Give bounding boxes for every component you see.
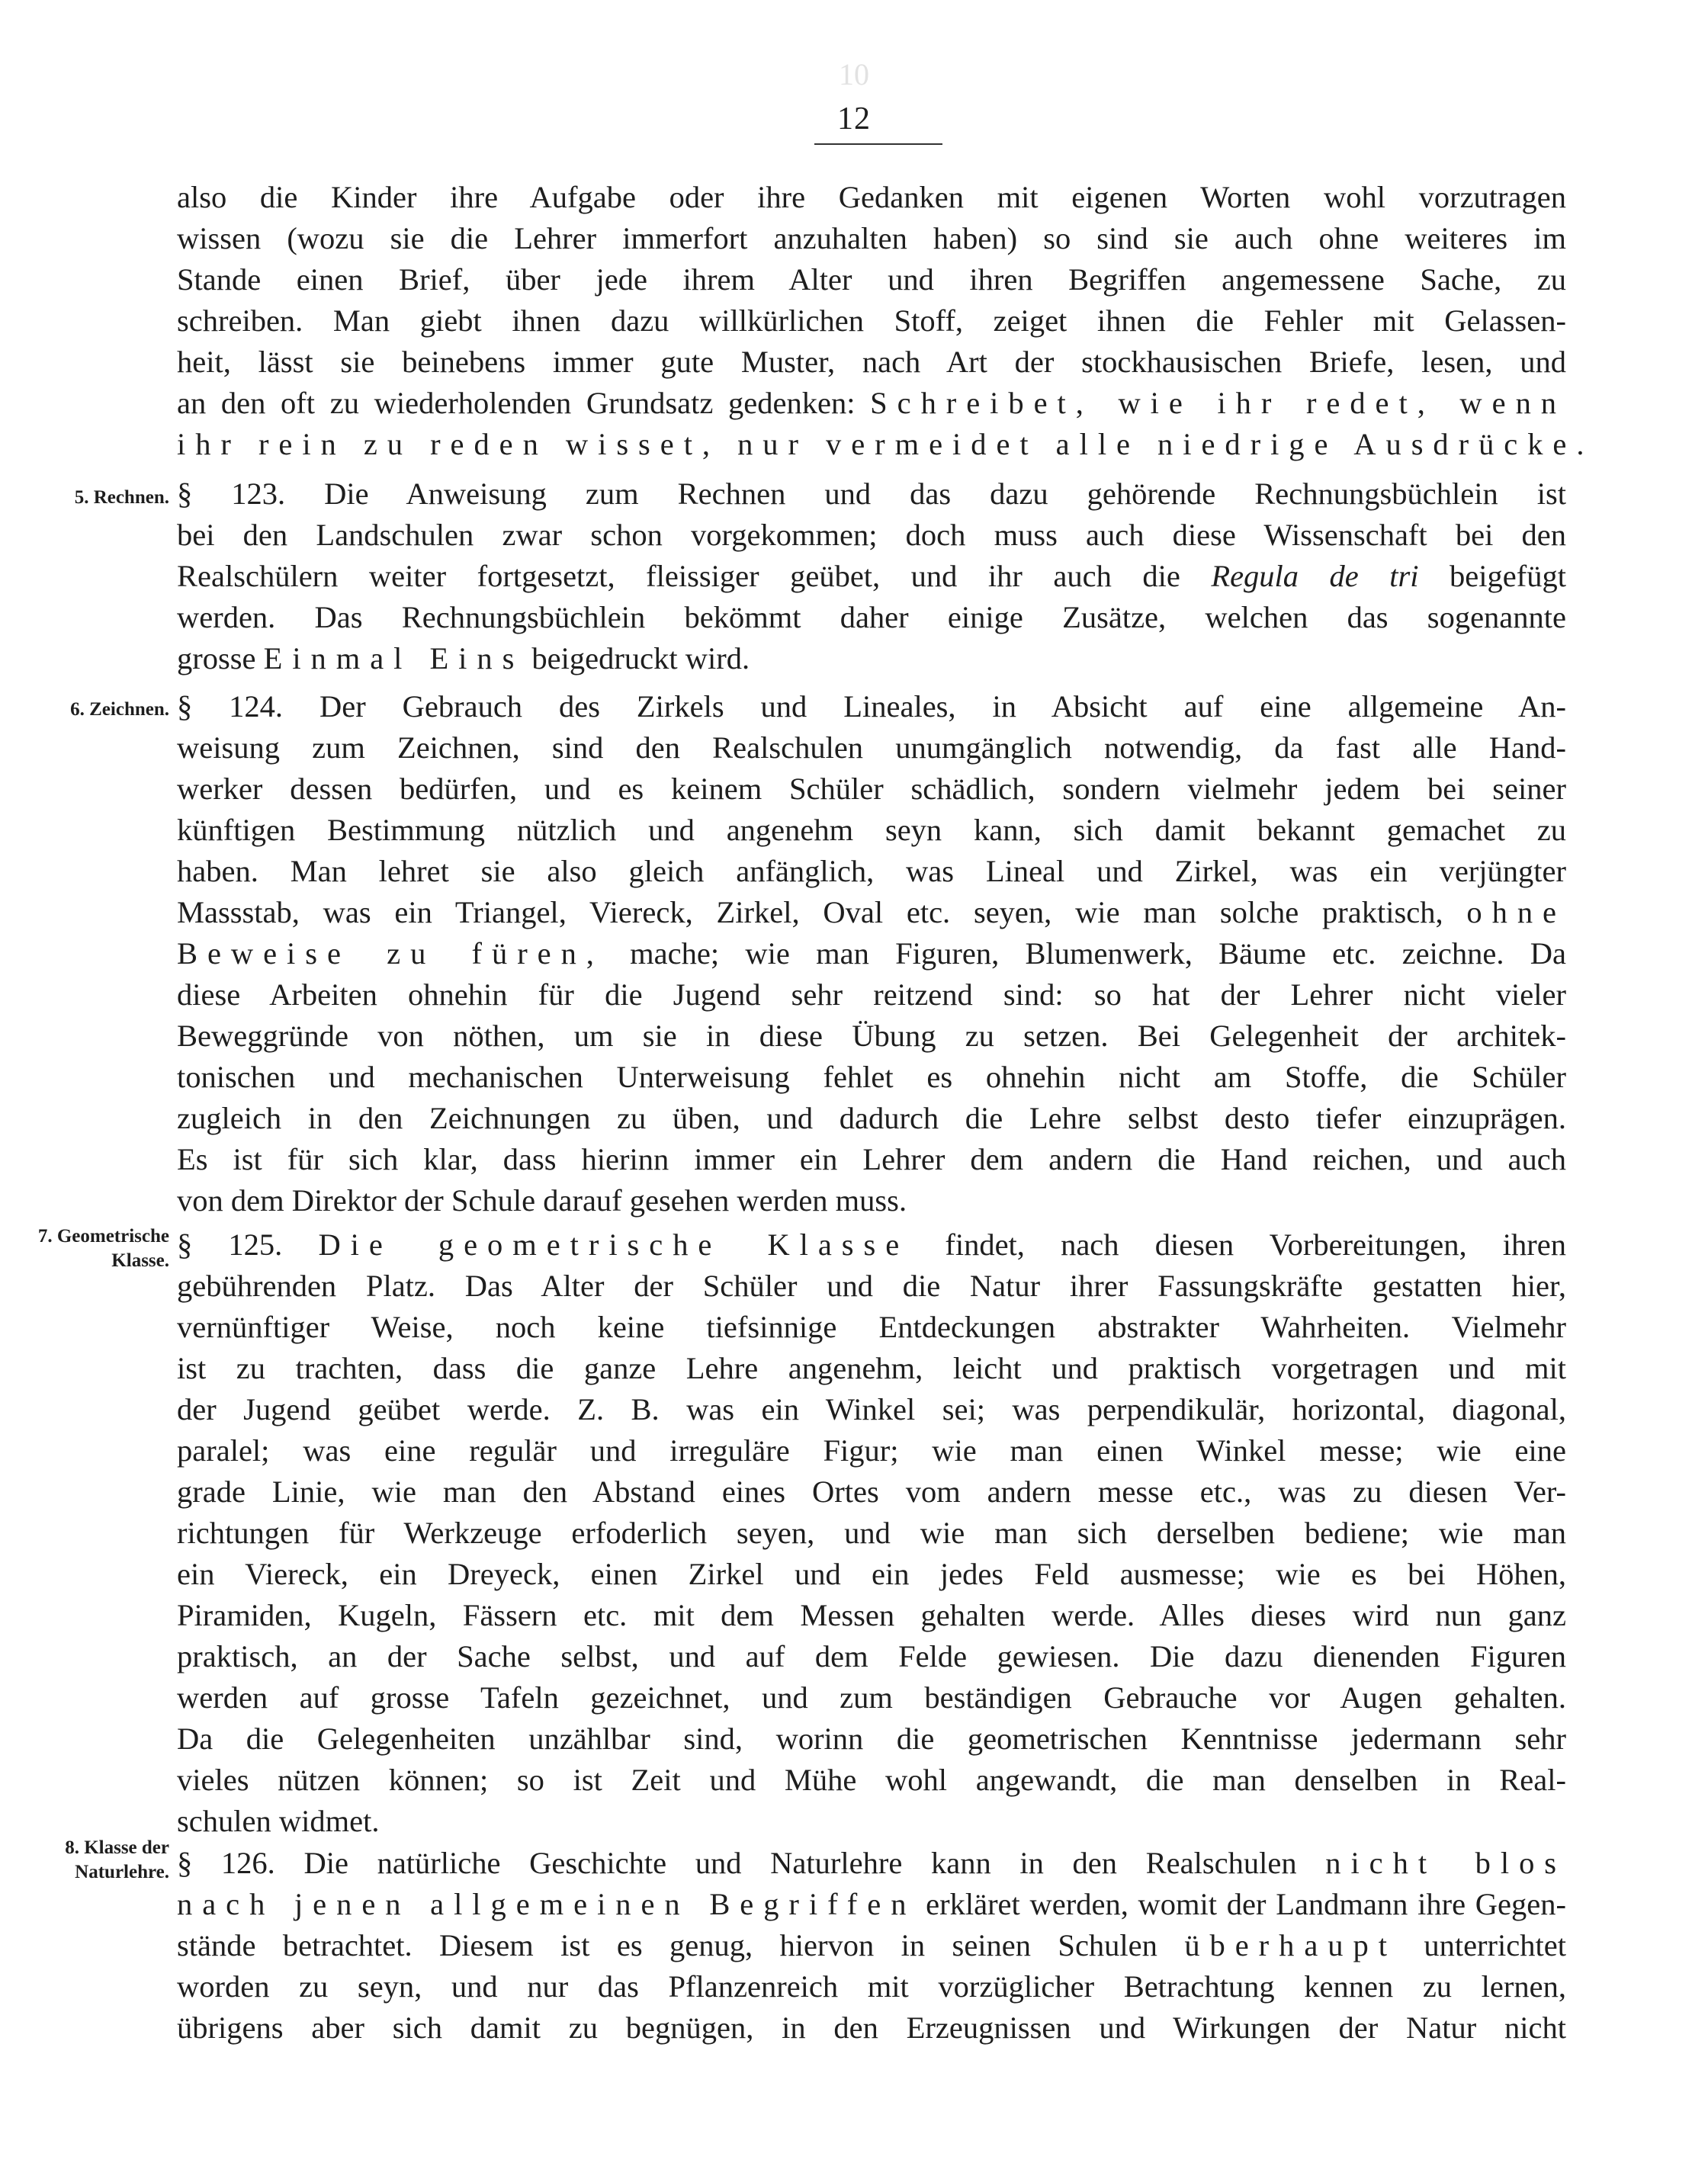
text-line: ein Viereck, ein Dreyeck, einen Zirkel und ein jedes Feld ausmesse; wie es bei Höhen,	[177, 1557, 1566, 1591]
text-line: vernünftiger Weise, noch keine tiefsinnige Entdeckungen abstrakter Wahrheiten. Vielmehr	[177, 1310, 1566, 1344]
spaced-emphasis: Schreibet, wie ihr redet, wenn	[870, 386, 1566, 420]
text-line: Beweggründe von nöthen, um sie in diese Übung zu setzen. Bei Gelegenheit der architek-	[177, 1019, 1566, 1053]
margin-note-zeichnen: 6. Zeichnen.	[70, 699, 169, 720]
text-line: von dem Direktor der Schule darauf gesehen werden muss.	[177, 1183, 907, 1218]
text-line: der Jugend geübet werde. Z. B. was ein Winkel sei; was perpendikulär, horizontal, diagonal,	[177, 1392, 1566, 1426]
margin-note-geometrische-klasse	[38, 1224, 169, 1273]
text-line: grade Linie, wie man den Abstand eines Ortes vom andern messe etc., was zu diesen Ver-	[177, 1474, 1566, 1509]
text-line: zugleich in den Zeichnungen zu üben, und dadurch die Lehre selbst desto tiefer einzuprägen.	[177, 1101, 1566, 1135]
text-line: werden. Das Rechnungsbüchlein bekömmt daher einige Zusätze, welchen das sogenannte	[177, 600, 1566, 634]
text-line: stände betrachtet. Diesem ist es genug, hiervon in seinen Schulen überhaupt unterrichtet	[177, 1928, 1566, 1962]
margin-note-line: Naturlehre.	[75, 1862, 169, 1882]
page-number: 12	[837, 101, 871, 136]
text-line: worden zu seyn, und nur das Pflanzenreich mit vorzüglicher Betrachtung kennen zu lernen,	[177, 1969, 1566, 2004]
spaced-emphasis: nach jenen allgemeinen Begriffen	[177, 1887, 917, 1921]
text-line: werker dessen bedürfen, und es keinem Schüler schädlich, sondern vielmehr jedem bei seiner	[177, 772, 1566, 806]
text-line: schulen widmet.	[177, 1804, 380, 1838]
text-line: praktisch, an der Sache selbst, und auf dem Felde gewiesen. Die dazu dienenden Figuren	[177, 1639, 1566, 1673]
text-line: Realschülern weiter fortgesetzt, fleissiger geübet, und ihr auch die Regula de tri beigefügt	[177, 559, 1566, 593]
text-line: Massstab, was ein Triangel, Viereck, Zirkel, Oval etc. seyen, wie man solche praktisch, ohne	[177, 895, 1566, 929]
text-line: bei den Landschulen zwar schon vorgekommen; doch muss auch diese Wissenschaft bei den	[177, 518, 1566, 552]
text-line: schreiben. Man giebt ihnen dazu willkürlichen Stoff, zeiget ihnen die Fehler mit Gelassen-	[177, 303, 1566, 338]
text-line: Es ist für sich klar, dass hierinn immer ein Lehrer dem andern die Hand reichen, und auch	[177, 1142, 1566, 1176]
text-line: § 124. Der Gebrauch des Zirkels und Lineales, in Absicht auf eine allgemeine An-	[177, 689, 1566, 724]
text-line: grosse Einmal Eins beigedruckt wird.	[177, 641, 750, 675]
spaced-emphasis: ohne	[1466, 895, 1566, 929]
text-line: nach jenen allgemeinen Begriffen erkläret werden, womit der Landmann ihre Gegen-	[177, 1887, 1566, 1921]
text-line: paralel; was eine regulär und irreguläre Figur; wie man einen Winkel messe; wie eine	[177, 1433, 1566, 1468]
text-line: Da die Gelegenheiten unzählbar sind, worinn die geometrischen Kenntnisse jedermann sehr	[177, 1722, 1566, 1756]
text-line: vieles nützen können; so ist Zeit und Mühe wohl angewandt, die man denselben in Real-	[177, 1763, 1566, 1797]
text-line: Stande einen Brief, über jede ihrem Alter und ihren Begriffen angemessene Sache, zu	[177, 262, 1566, 297]
margin-note-rechnen: 5. Rechnen.	[74, 487, 169, 508]
margin-note-line: 8. Klasse der	[65, 1837, 169, 1858]
spaced-emphasis: Beweise zu füren,	[177, 936, 604, 971]
bleed-through-page-number: 10	[839, 57, 869, 91]
spaced-emphasis: nicht blos	[1325, 1846, 1567, 1880]
text-line: ist zu trachten, dass die ganze Lehre angenehm, leicht und praktisch vorgetragen und mit	[177, 1351, 1566, 1385]
text-line: tonischen und mechanischen Unterweisung fehlet es ohnehin nicht am Stoffe, die Schüler	[177, 1060, 1566, 1094]
spaced-emphasis: Die geometrische Klasse	[318, 1227, 910, 1262]
text-line: richtungen für Werkzeuge erfoderlich seyen, und wie man sich derselben bediene; wie man	[177, 1516, 1566, 1550]
text-line	[177, 424, 1594, 465]
spaced-emphasis: überhaupt	[1184, 1928, 1397, 1962]
margin-note-naturlehre	[65, 1836, 169, 1885]
spaced-emphasis: Einmal Eins	[263, 641, 525, 675]
text-line: wissen (wozu sie die Lehrer immerfort anzuhalten haben) so sind sie auch ohne weiteres im	[177, 221, 1566, 255]
text-line: diese Arbeiten ohnehin für die Jugend sehr reitzend sind: so hat der Lehrer nicht vieler	[177, 977, 1566, 1012]
text-line: also die Kinder ihre Aufgabe oder ihre Gedanken mit eigenen Worten wohl vorzutragen	[177, 180, 1566, 214]
italic-term: Regula de tri	[1211, 559, 1419, 593]
text-line: § 123. Die Anweisung zum Rechnen und das dazu gehörende Rechnungsbüchlein ist	[177, 477, 1566, 511]
text-line: an den oft zu wiederholenden Grundsatz gedenken: Schreibet, wie ihr redet, wenn	[177, 386, 1566, 420]
text-line: übrigens aber sich damit zu begnügen, in den Erzeugnissen und Wirkungen der Natur nicht	[177, 2010, 1566, 2045]
header-rule	[814, 143, 942, 145]
text-line: werden auf grosse Tafeln gezeichnet, und zum beständigen Gebrauche vor Augen gehalten.	[177, 1680, 1566, 1715]
text-line: weisung zum Zeichnen, sind den Realschulen unumgänglich notwendig, da fast alle Hand-	[177, 730, 1566, 765]
text-line: § 125. Die geometrische Klasse findet, nach diesen Vorbereitungen, ihren	[177, 1227, 1567, 1262]
text-line: haben. Man lehret sie also gleich anfänglich, was Lineal und Zirkel, was ein verjüngter	[177, 854, 1566, 888]
text-line: künftigen Bestimmung nützlich und angenehm seyn kann, sich damit bekannt gemachet zu	[177, 813, 1566, 847]
margin-note-line: Klasse.	[111, 1250, 169, 1271]
text-line: § 126. Die natürliche Geschichte und Naturlehre kann in den Realschulen nicht blos	[177, 1846, 1567, 1880]
text-line: heit, lässt sie beinebens immer gute Muster, nach Art der stockhausischen Briefe, lesen, und	[177, 345, 1566, 379]
text-line: Piramiden, Kugeln, Fässern etc. mit dem Messen gehalten werde. Alles dieses wird nun ganz	[177, 1598, 1566, 1632]
text-line: gebührenden Platz. Das Alter der Schüler und die Natur ihrer Fassungskräfte gestatten hier,	[177, 1269, 1566, 1303]
text-line: Beweise zu füren, mache; wie man Figuren, Blumenwerk, Bäume etc. zeichne. Da	[177, 936, 1566, 971]
spaced-emphasis: ihr rein zu reden wisset, nur vermeidet alle niedrige Ausdrücke.	[177, 427, 1594, 461]
margin-note-line: 7. Geometrische	[37, 1226, 169, 1247]
